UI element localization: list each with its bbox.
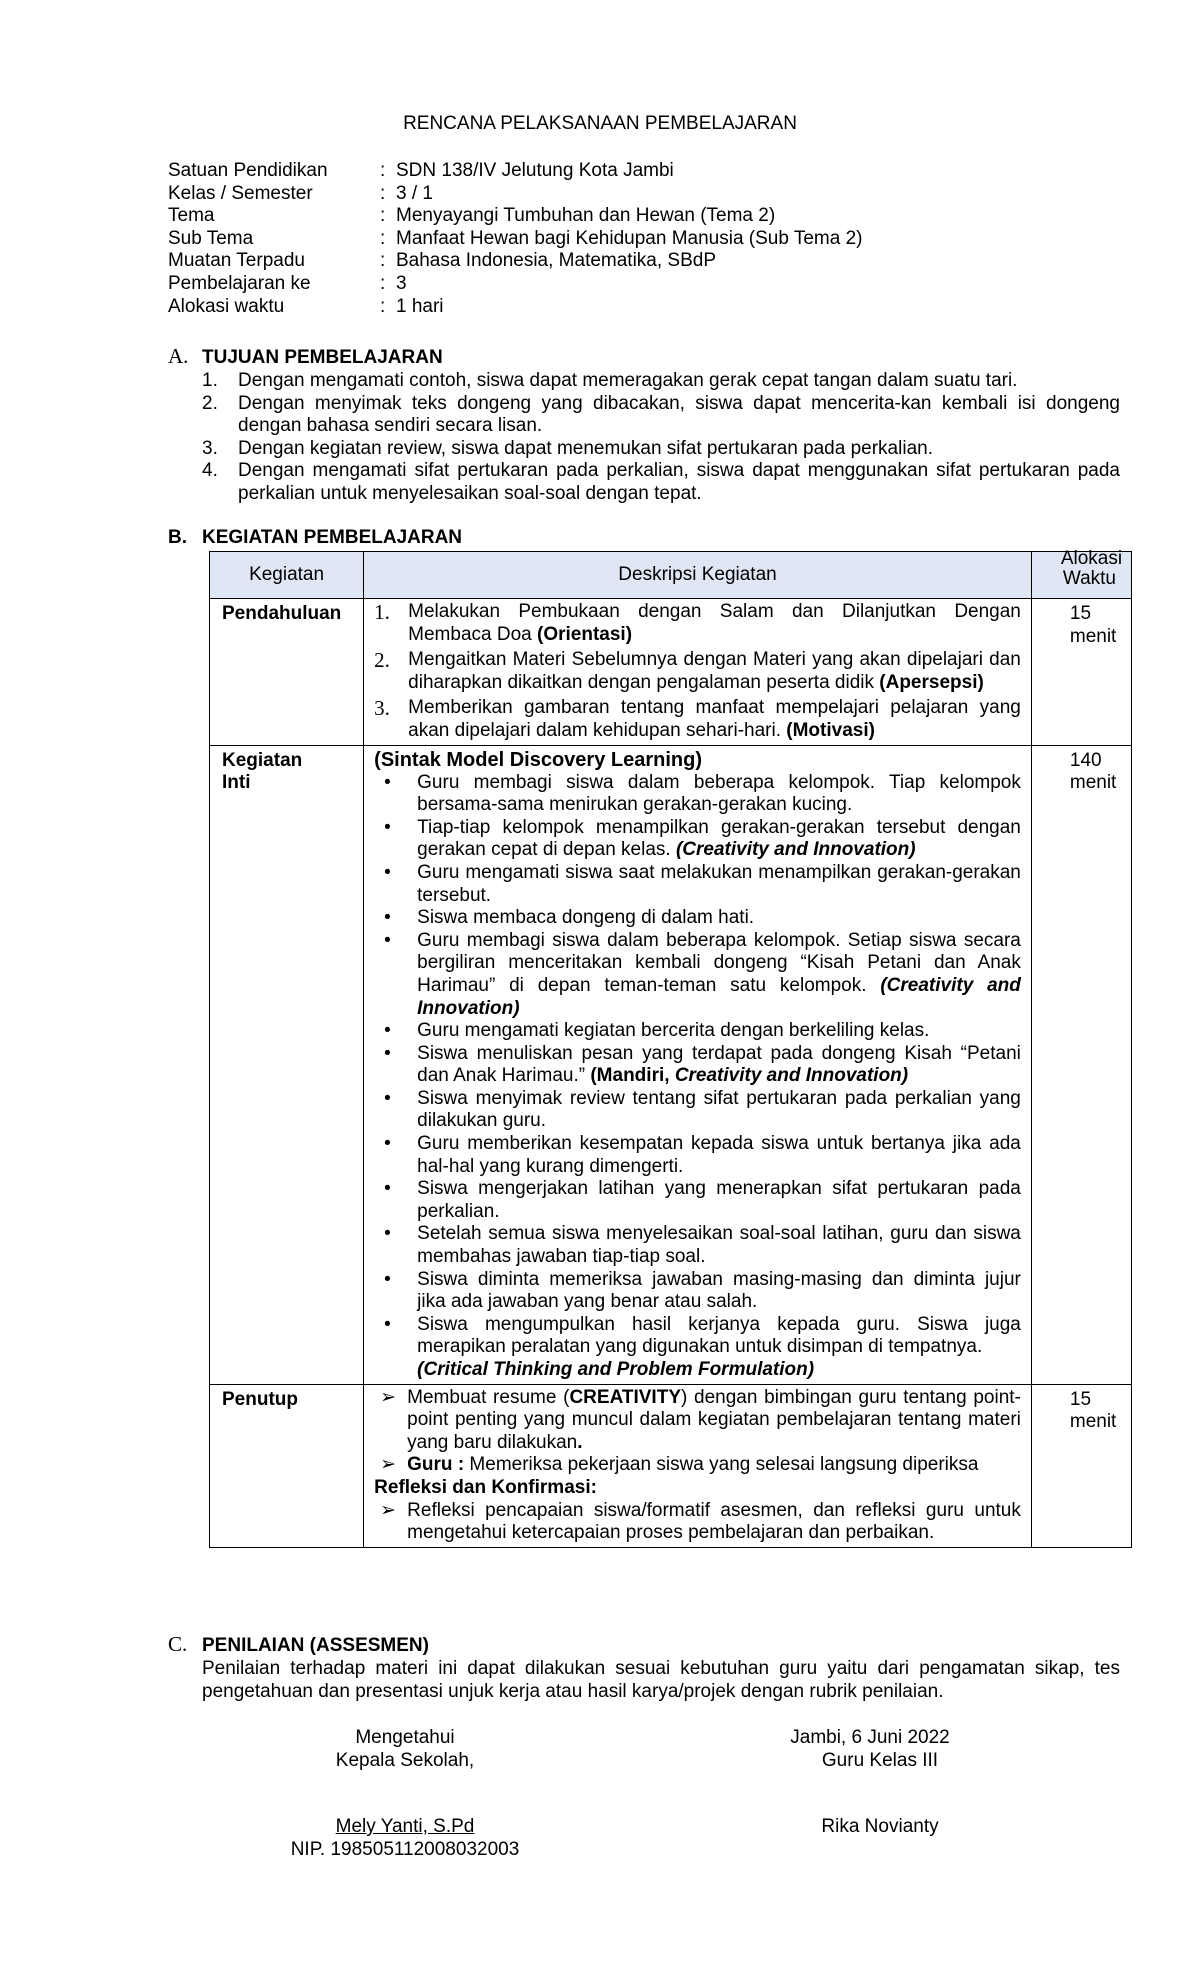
identity-value: Bahasa Indonesia, Matematika, SBdP	[396, 250, 717, 272]
identity-value: 1 hari	[396, 295, 444, 317]
item-tag: Guru :	[407, 1454, 465, 1476]
phase-label-line: Kegiatan	[222, 749, 303, 771]
item-text: Guru membagi siswa dalam beberapa kelompok. Setiap siswa secara bergiliran menceritakan kembali dongeng “Kisah Petani dan Anak Harimau” di depan teman-teman satu kelompok.	[417, 929, 1021, 996]
header-alokasi-line1: Alokasi	[1060, 548, 1123, 569]
identity-colon: :	[380, 227, 386, 249]
refleksi-heading: Refleksi dan Konfirmasi:	[374, 1476, 597, 1498]
item-text: Memeriksa pekerjaan siswa yang selesai langsung diperiksa	[464, 1454, 979, 1476]
objective-item	[202, 393, 1120, 438]
item-text: Melakukan Pembukaan dengan Salam dan Dilanjutkan Dengan Membaca Doa	[408, 601, 1021, 645]
identity-label: Tema	[168, 205, 215, 227]
identity-colon: :	[380, 160, 386, 181]
bullet-icon: •	[384, 816, 391, 838]
phase-pendahuluan: Pendahuluan	[210, 599, 364, 746]
arrow-bullet-icon: ➢	[380, 1386, 397, 1408]
identity-label: Satuan Pendidikan	[168, 160, 328, 181]
section-c-letter: C.	[168, 1632, 188, 1656]
list-item	[374, 1500, 1021, 1545]
item-text: Refleksi pencapaian siswa/formatif asesmen, dan refleksi guru untuk mengetahui ketercapaian proses pembelajaran dan perbaikan.	[407, 1499, 1021, 1544]
bullet-icon: •	[384, 1020, 391, 1042]
bullet-icon: •	[384, 1268, 391, 1290]
arrow-bullet-icon: ➢	[380, 1499, 397, 1521]
list-item	[374, 697, 1021, 742]
bullet-icon: •	[384, 929, 391, 951]
table-row	[210, 1384, 1132, 1547]
item-text: Guru mengamati kegiatan bercerita dengan berkeliling kelas.	[417, 1020, 930, 1042]
list-item	[374, 1223, 1021, 1268]
section-a-title: TUJUAN PEMBELAJARAN	[202, 347, 443, 368]
identity-label: Sub Tema	[168, 227, 254, 249]
penutup-description	[364, 1384, 1032, 1547]
header-alokasi	[1031, 548, 1131, 599]
identity-colon: :	[380, 205, 386, 227]
time-unit: menit	[1069, 772, 1117, 794]
section-b-letter: B.	[168, 527, 187, 548]
section-a-heading	[168, 345, 443, 369]
item-text: Siswa membaca dongeng di dalam hati.	[417, 907, 755, 929]
item-tag: (Creativity and Innovation)	[417, 974, 1021, 1019]
list-item	[374, 1133, 1021, 1178]
table-header-row	[210, 552, 1132, 599]
phase-inti	[210, 745, 364, 1384]
item-tag: CREATIVITY	[569, 1386, 681, 1408]
item-text: Siswa menyimak review tentang sifat pertukaran pada perkalian yang dilakukan guru.	[417, 1087, 1021, 1132]
header-kegiatan: Kegiatan	[210, 552, 364, 599]
objective-number: 3.	[202, 437, 218, 459]
section-b-title: KEGIATAN PEMBELAJARAN	[202, 527, 463, 548]
signature-left-name: Mely Yanti, S.Pd	[335, 1816, 475, 1837]
objective-text: Dengan mengamati contoh, siswa dapat memeragakan gerak cepat tangan dalam suatu tari.	[238, 370, 1018, 391]
identity-value: Manfaat Hewan bagi Kehidupan Manusia (Sub Tema 2)	[396, 227, 863, 249]
pendahuluan-description	[364, 599, 1032, 746]
identity-colon: :	[380, 182, 386, 204]
identity-value: Menyayangi Tumbuhan dan Hewan (Tema 2)	[396, 205, 776, 227]
item-text: Memberikan gambaran tentang manfaat mempelajari pelajaran yang akan dipelajari dalam kehidupan sehari-hari.	[408, 697, 1021, 741]
identity-label: Alokasi waktu	[168, 295, 285, 317]
bullet-icon: •	[384, 861, 391, 883]
list-item	[374, 1314, 1021, 1359]
list-item	[374, 862, 1021, 907]
identity-colon: :	[380, 272, 386, 294]
item-number: 2.	[374, 648, 390, 673]
item-text: Guru memberikan kesempatan kepada siswa untuk bertanya jika ada hal-hal yang kurang dimengerti.	[417, 1133, 1021, 1177]
penutup-time	[1031, 1384, 1131, 1547]
identity-value: 3	[396, 272, 407, 294]
assessment-paragraph: Penilaian terhadap materi ini dapat dilakukan sesuai kebutuhan guru yaitu dari pengamatan sikap, tes pengetahuan dan presentasi unjuk kerja atau hasil karya/projek dengan rubrik penilaian.	[202, 1658, 1120, 1702]
list-item	[374, 907, 1021, 930]
item-punct: .	[577, 1431, 583, 1453]
list-item	[374, 1269, 1021, 1314]
signature-left-line1: Mengetahui	[355, 1727, 455, 1748]
identity-label: Kelas / Semester	[168, 182, 313, 204]
item-text: Guru membagi siswa dalam beberapa kelompok. Tiap kelompok bersama-sama menirukan gerakan-gerakan kucing.	[417, 771, 1021, 816]
item-text: Tiap-tiap kelompok menampilkan gerakan-gerakan tersebut dengan gerakan cepat di depan kelas.	[417, 816, 1021, 861]
objective-number: 4.	[202, 460, 218, 482]
item-tag: (Orientasi)	[537, 623, 633, 645]
item-text: Membuat resume (	[407, 1386, 570, 1408]
list-item	[374, 772, 1021, 817]
item-text: Siswa mengerjakan latihan yang menerapkan sifat pertukaran pada perkalian.	[417, 1178, 1021, 1222]
item-text: Siswa mengumpulkan hasil kerjanya kepada guru. Siswa juga merapikan peralatan yang digunakan untuk disimpan di tempatnya.	[417, 1313, 1021, 1358]
item-tag: (Mandiri,	[590, 1065, 675, 1087]
item-text: Siswa diminta memeriksa jawaban masing-masing dan diminta jujur jika ada jawaban yang benar atau salah.	[417, 1268, 1021, 1313]
objective-text: Dengan kegiatan review, siswa dapat menemukan sifat pertukaran pada perkalian.	[238, 437, 933, 459]
bullet-icon: •	[384, 1087, 391, 1109]
objective-item	[202, 370, 1120, 393]
signature-right-line1: Jambi, 6 Juni 2022	[790, 1727, 950, 1748]
objective-number: 1.	[202, 370, 218, 391]
list-item	[374, 1020, 1021, 1043]
item-text: Mengaitkan Materi Sebelumnya dengan Materi yang akan dipelajari dan diharapkan dikaitkan dengan pengalaman peserta didik	[408, 649, 1021, 693]
signature-left-nip: NIP. 198505112008032003	[290, 1839, 520, 1860]
identity-colon: :	[380, 250, 386, 272]
item-number: 3.	[374, 696, 390, 721]
list-item	[374, 1387, 1021, 1455]
sintak-heading: (Sintak Model Discovery Learning)	[374, 748, 703, 771]
list-item	[374, 817, 1021, 862]
item-tag: (Apersepsi)	[879, 671, 984, 693]
time-value: 140	[1069, 749, 1102, 771]
objective-item	[202, 460, 1120, 505]
bullet-icon: •	[384, 1042, 391, 1064]
objective-item	[202, 438, 1120, 461]
bullet-icon: •	[384, 1178, 391, 1200]
bullet-icon: •	[384, 771, 391, 793]
section-a-letter: A.	[168, 344, 189, 368]
phase-penutup: Penutup	[210, 1384, 364, 1547]
section-c-title: PENILAIAN (ASSESMEN)	[202, 1635, 429, 1656]
list-item	[374, 1088, 1021, 1133]
list-item	[374, 601, 1021, 646]
item-text: ) dengan bimbingan guru tentang point-point penting yang muncul dalam kegiatan pembelajaran tentang materi yang baru dilakukan	[407, 1386, 1021, 1453]
inti-description	[364, 745, 1032, 1384]
inti-closing-tag: (Critical Thinking and Problem Formulation)	[417, 1359, 815, 1380]
bullet-icon: •	[384, 1133, 391, 1155]
item-text: Guru mengamati siswa saat melakukan menampilkan gerakan-gerakan tersebut.	[417, 861, 1021, 906]
item-tag: Creativity and Innovation)	[674, 1065, 909, 1087]
list-item	[374, 930, 1021, 1020]
signature-right-line2: Guru Kelas III	[821, 1750, 939, 1771]
item-tag: (Motivasi)	[786, 719, 875, 741]
objective-number: 2.	[202, 392, 218, 414]
signature-left-line2: Kepala Sekolah,	[335, 1750, 475, 1771]
bullet-icon: •	[384, 1223, 391, 1245]
header-deskripsi: Deskripsi Kegiatan	[364, 552, 1032, 599]
objective-text: Dengan menyimak teks dongeng yang dibacakan, siswa dapat mencerita-kan kembali isi dongeng dengan bahasa sendiri secara lisan.	[238, 392, 1120, 437]
page-title: RENCANA PELAKSANAAN PEMBELAJARAN	[403, 113, 797, 134]
section-b-heading	[168, 527, 462, 549]
inti-time	[1031, 745, 1131, 1384]
arrow-bullet-icon: ➢	[380, 1454, 397, 1476]
list-item	[374, 1043, 1021, 1088]
table-row	[210, 599, 1132, 746]
list-item	[374, 649, 1021, 694]
pendahuluan-time	[1031, 599, 1131, 746]
identity-label: Pembelajaran ke	[168, 272, 311, 294]
time-unit: menit	[1069, 625, 1117, 647]
item-text: Setelah semua siswa menyelesaikan soal-soal latihan, guru dan siswa membahas jawaban tiap-tiap soal.	[417, 1223, 1021, 1268]
list-item	[374, 1178, 1021, 1223]
table-row	[210, 745, 1132, 1384]
signature-right-name: Rika Novianty	[821, 1816, 939, 1837]
time-unit: menit	[1069, 1411, 1117, 1433]
identity-colon: :	[380, 295, 386, 317]
phase-label-line: Inti	[222, 772, 251, 794]
objectives-list	[202, 370, 1120, 506]
time-value: 15	[1069, 1388, 1092, 1410]
identity-value: SDN 138/IV Jelutung Kota Jambi	[396, 160, 674, 181]
bullet-icon: •	[384, 1313, 391, 1335]
identity-value: 3 / 1	[396, 182, 433, 204]
section-c-heading	[168, 1633, 429, 1657]
header-alokasi-line2: Waktu	[1062, 568, 1116, 589]
item-number: 1.	[374, 600, 390, 624]
bullet-icon: •	[384, 907, 391, 929]
item-text: Siswa menuliskan pesan yang terdapat pada dongeng Kisah “Petani dan Anak Harimau.”	[417, 1042, 1021, 1087]
activities-table	[209, 548, 1132, 1548]
identity-label: Muatan Terpadu	[168, 250, 305, 272]
item-tag: (Creativity and Innovation)	[675, 839, 916, 861]
objective-text: Dengan mengamati sifat pertukaran pada perkalian, siswa dapat menggunakan sifat pertukaran pada perkalian untuk menyelesaikan soal-soal dengan tepat.	[238, 460, 1120, 504]
time-value: 15	[1069, 603, 1092, 624]
list-item	[374, 1454, 1021, 1477]
